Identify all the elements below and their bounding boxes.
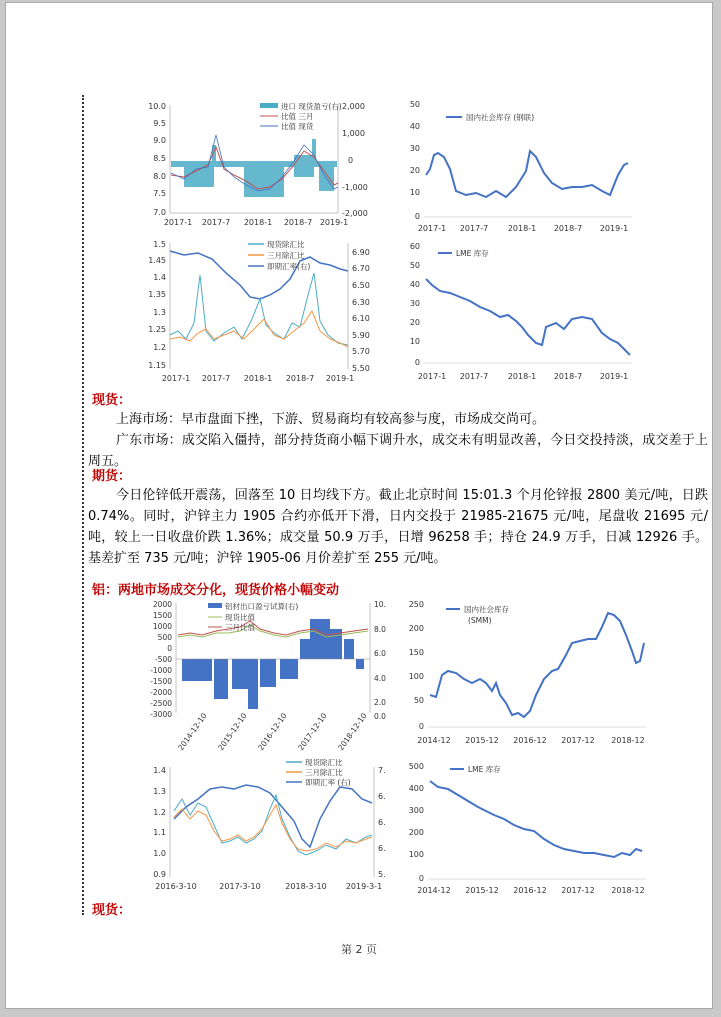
axis-tick: 2019-1	[319, 218, 349, 227]
axis-tick: 1.4	[153, 273, 166, 282]
chart-zinc-lme-inventory	[396, 239, 641, 387]
axis-tick: 1.0	[153, 849, 166, 858]
axis-tick: 2000	[152, 600, 172, 609]
axis-tick: 2017-7	[201, 374, 231, 383]
aluminum-section-heading: 铝：两地市场成交分化，现货价格小幅变动	[92, 583, 340, 598]
chart-zinc-fx-ratio	[134, 235, 396, 385]
axis-tick: 1.2	[153, 343, 166, 352]
chart-al-domestic-inventory	[396, 599, 651, 749]
axis-tick: 5.70	[352, 347, 370, 356]
axis-tick: 2017-7	[201, 218, 231, 227]
axis-tick: 2016-12	[513, 886, 547, 895]
axis-tick: -2,000	[342, 209, 368, 218]
axis-tick: 2018-1	[243, 218, 273, 227]
axis-tick: 1000	[152, 622, 172, 631]
chart-zinc-domestic-inventory	[396, 95, 641, 237]
legend-entry: 国内社会库存 (钢联)	[466, 113, 535, 122]
axis-tick: 2019-1	[599, 372, 629, 381]
axis-tick: -1,000	[342, 183, 368, 192]
legend-entry: LME 库存	[456, 249, 489, 258]
page-number: 第 2 页	[341, 943, 377, 956]
axis-tick: 2019-1	[325, 374, 355, 383]
axis-tick: 7.0	[153, 208, 166, 217]
axis-tick: 2014-12	[417, 886, 451, 895]
axis-tick: 6.	[378, 818, 386, 827]
legend-entry: 比值 现货	[281, 122, 314, 131]
axis-tick: 2017-7	[459, 372, 489, 381]
axis-tick: -3000	[150, 710, 172, 719]
axis-tick: 2018-1	[507, 224, 537, 233]
chart-al-fx-ratio	[130, 759, 396, 895]
axis-tick: 1.15	[148, 361, 166, 370]
axis-tick: 2019-3-1	[345, 882, 383, 891]
axis-tick: 400	[408, 784, 424, 793]
zinc-futures-paragraph: 今日伦锌低开震荡，回落至 10 日均线下方。截止北京时间 15:01.3 个月伦锌报 2800 美元/吨，日跌 0.74%。同时，沪锌主力 1905 合约亦低开下滑，日内交投于 21985-21675 元/吨，尾盘收 21695 元/吨，较上一日收盘价跌 1.36%；成交量 50.9 万手，日增 96258 手；持仓 24.9 万手，日减 12926 手。基差扩至 735 元/吨；沪锌 1905-06 月价差扩至 255 元/吨。	[88, 488, 708, 566]
axis-tick: 0	[167, 644, 172, 653]
legend-entry: 国内社会库存	[464, 605, 509, 614]
axis-tick: 2017-1	[417, 372, 447, 381]
axis-tick: 8.0	[153, 172, 166, 181]
axis-tick: 2018-12	[611, 886, 645, 895]
axis-tick: 2014-12	[417, 736, 451, 745]
axis-tick: -500	[154, 655, 172, 664]
axis-tick: 2015-12	[465, 736, 499, 745]
legend-entry: 现货除汇比	[305, 759, 343, 767]
chart-al-export-profit	[130, 599, 396, 755]
axis-tick: 2015-12-10	[216, 711, 249, 753]
axis-tick: 40	[409, 122, 420, 131]
axis-tick: 250	[408, 600, 424, 609]
axis-tick: 2017-3-10	[219, 882, 261, 891]
axis-tick: 1,000	[342, 129, 365, 138]
axis-tick: 2019-1	[599, 224, 629, 233]
zinc-spot-heading: 现货：	[92, 393, 132, 408]
axis-tick: 300	[408, 806, 424, 815]
axis-tick: 1.4	[153, 766, 166, 775]
legend-entry: 即期汇率 (右)	[305, 778, 351, 787]
legend-entry: (SMM)	[468, 616, 492, 625]
axis-tick: 10.	[374, 600, 386, 609]
legend-entry: 现货除汇比	[267, 240, 305, 249]
axis-tick: 60	[409, 242, 420, 251]
axis-tick: 2017-7	[459, 224, 489, 233]
axis-tick: 0	[414, 212, 420, 221]
axis-tick: 2016-12	[513, 736, 547, 745]
zinc-shanghai-paragraph: 上海市场：早市盘面下挫，下游、贸易商均有较高参与度，市场成交尚可。	[116, 412, 546, 427]
axis-tick: 2018-7	[283, 218, 313, 227]
axis-tick: -2500	[150, 699, 172, 708]
axis-tick: 10	[409, 337, 420, 346]
axis-tick: -1500	[150, 677, 172, 686]
axis-tick: 100	[408, 672, 424, 681]
axis-tick: 200	[408, 828, 424, 837]
axis-tick: 0	[414, 358, 420, 367]
axis-tick: 2014-12-10	[176, 711, 209, 753]
zinc-futures-heading: 期货：	[92, 469, 132, 484]
legend-entry: 即期汇率(右)	[267, 262, 311, 271]
axis-tick: 6.50	[352, 281, 370, 290]
axis-tick: 2017-12	[561, 736, 595, 745]
axis-tick: 0.0	[374, 712, 386, 721]
legend-entry: 比值 三月	[281, 112, 314, 121]
axis-tick: 2018-12-10	[336, 711, 369, 753]
axis-tick: 4.0	[374, 674, 386, 683]
axis-tick: 20	[409, 166, 420, 175]
axis-tick: 6.	[378, 844, 386, 853]
axis-tick: 6.70	[352, 264, 370, 273]
axis-tick: 2,000	[342, 102, 365, 111]
axis-tick: 0.9	[153, 870, 166, 879]
axis-tick: 2.0	[374, 698, 386, 707]
axis-tick: 30	[409, 299, 420, 308]
axis-tick: 1.1	[153, 828, 166, 837]
axis-tick: 200	[408, 624, 424, 633]
axis-tick: 2017-1	[163, 218, 193, 227]
zinc-guangdong-paragraph: 广东市场：成交陷入僵持，部分持货商小幅下调升水，成交未有明显改善，今日交投持淡，成交差于上周五。	[88, 433, 708, 469]
chart-zinc-import-ratio	[134, 95, 396, 230]
axis-tick: 6.90	[352, 248, 370, 257]
axis-tick: 2017-12	[561, 886, 595, 895]
axis-tick: 1.45	[148, 256, 166, 265]
axis-tick: 30	[409, 144, 420, 153]
axis-tick: 10	[409, 188, 420, 197]
legend-entry: 三月除汇比	[305, 768, 343, 777]
axis-tick: 2018-12	[611, 736, 645, 745]
axis-tick: 8.5	[153, 154, 166, 163]
axis-tick: 1.3	[153, 308, 166, 317]
al-spot-heading: 现货：	[92, 903, 132, 918]
axis-tick: 6.0	[374, 649, 386, 658]
axis-tick: 5.90	[352, 331, 370, 340]
axis-tick: 150	[408, 648, 424, 657]
axis-tick: 6.30	[352, 298, 370, 307]
axis-tick: 500	[408, 762, 424, 771]
chart-al-lme-inventory	[396, 759, 651, 899]
axis-tick: 6.	[378, 792, 386, 801]
axis-tick: 1.5	[153, 240, 166, 249]
legend-entry: 进口 现货盈亏(右)	[281, 102, 342, 111]
axis-tick: 2018-7	[553, 224, 583, 233]
legend-entry: 三月除汇比	[267, 251, 305, 260]
axis-tick: 0	[418, 874, 424, 883]
axis-tick: 2017-12-10	[296, 711, 329, 753]
axis-tick: 1.25	[148, 325, 166, 334]
axis-tick: 1.2	[153, 808, 166, 817]
legend-entry: 三月比值	[225, 623, 255, 632]
axis-tick: 2016-12-10	[256, 711, 289, 753]
axis-tick: 100	[408, 850, 424, 859]
axis-tick: 2017-1	[161, 374, 191, 383]
axis-tick: 2017-1	[417, 224, 447, 233]
axis-tick: -1000	[150, 666, 172, 675]
axis-tick: 50	[413, 696, 424, 705]
legend-entry: LME 库存	[468, 765, 501, 774]
axis-tick: 8.0	[374, 625, 386, 634]
axis-tick: 9.5	[153, 119, 166, 128]
axis-tick: 6.10	[352, 314, 370, 323]
axis-tick: 5.50	[352, 364, 370, 373]
axis-tick: 40	[409, 280, 420, 289]
axis-tick: 2018-7	[285, 374, 315, 383]
axis-tick: 1.3	[153, 787, 166, 796]
legend-entry: 铝材出口盈亏试算(右)	[225, 602, 299, 611]
axis-tick: 1.35	[148, 290, 166, 299]
axis-tick: 0	[418, 722, 424, 731]
axis-tick: 0	[348, 156, 354, 165]
axis-tick: 50	[409, 100, 420, 109]
axis-tick: 10.0	[148, 102, 166, 111]
axis-tick: 9.0	[153, 136, 166, 145]
axis-tick: 7.5	[153, 189, 166, 198]
axis-tick: -2000	[150, 688, 172, 697]
axis-tick: 2018-3-10	[285, 882, 327, 891]
axis-tick: 50	[409, 261, 420, 270]
axis-tick: 2018-1	[243, 374, 273, 383]
margin-dotted-line	[82, 95, 84, 915]
axis-tick: 500	[157, 633, 172, 642]
axis-tick: 5.	[378, 870, 386, 879]
axis-tick: 2018-1	[507, 372, 537, 381]
axis-tick: 2018-7	[553, 372, 583, 381]
document-page	[5, 2, 713, 1009]
axis-tick: 7.	[378, 766, 386, 775]
axis-tick: 1500	[152, 611, 172, 620]
axis-tick: 2015-12	[465, 886, 499, 895]
legend-entry: 现货比值	[225, 613, 255, 622]
axis-tick: 2016-3-10	[155, 882, 197, 891]
axis-tick: 20	[409, 318, 420, 327]
